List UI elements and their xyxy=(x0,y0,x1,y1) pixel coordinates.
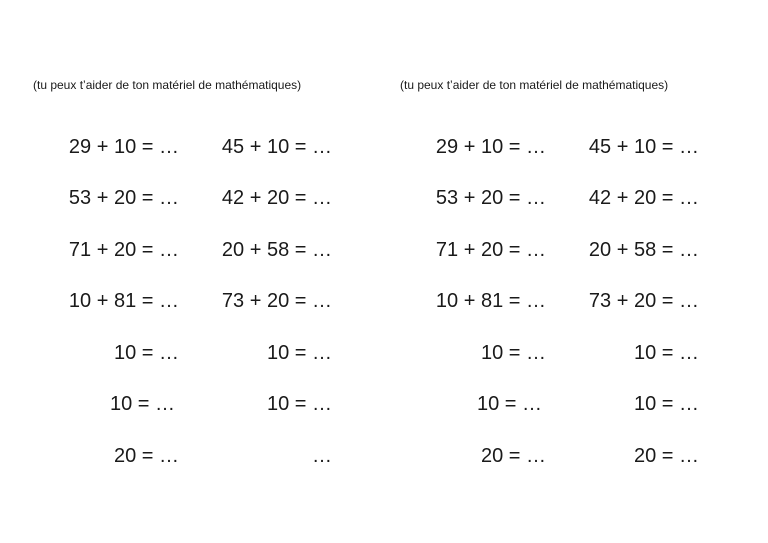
exercise-right-a-4: 10 + 81 = … xyxy=(435,290,546,312)
exercise-left-a-3: 71 + 20 = … xyxy=(68,239,179,261)
exercise-right-a-5: 10 = … xyxy=(480,342,546,364)
exercise-right-a-3: 71 + 20 = … xyxy=(435,239,546,261)
exercise-right-a-1: 29 + 10 = … xyxy=(435,136,546,158)
exercise-left-a-2: 53 + 20 = … xyxy=(68,187,179,209)
exercise-right-a-2: 53 + 20 = … xyxy=(435,187,546,209)
exercise-right-b-2: 42 + 20 = … xyxy=(588,187,699,209)
exercise-right-a-7: 20 = … xyxy=(480,445,546,467)
exercise-left-b-4: 73 + 20 = … xyxy=(221,290,332,312)
exercise-left-b-1: 45 + 10 = … xyxy=(221,136,332,158)
exercise-right-b-5: 10 = … xyxy=(633,342,699,364)
exercise-left-a-4: 10 + 81 = … xyxy=(68,290,179,312)
exercise-left-b-5: 10 = … xyxy=(266,342,332,364)
exercise-left-a-1: 29 + 10 = … xyxy=(68,136,179,158)
exercise-left-a-5: 10 = … xyxy=(113,342,179,364)
exercise-right-b-3: 20 + 58 = … xyxy=(588,239,699,261)
exercise-right-b-7: 20 = … xyxy=(633,445,699,467)
exercise-left-b-6: 10 = … xyxy=(266,393,332,415)
exercise-left-a-7: 20 = … xyxy=(113,445,179,467)
instruction-text: (tu peux t’aider de ton matériel de mathématiques) xyxy=(33,78,302,92)
exercise-right-a-6: 10 = … xyxy=(476,393,542,415)
exercise-right-b-4: 73 + 20 = … xyxy=(588,290,699,312)
exercise-left-a-6: 10 = … xyxy=(109,393,175,415)
worksheet-right xyxy=(367,0,751,543)
exercise-left-b-7: … xyxy=(312,445,332,467)
instruction-text: (tu peux t’aider de ton matériel de mathématiques) xyxy=(400,78,669,92)
exercise-right-b-1: 45 + 10 = … xyxy=(588,136,699,158)
exercise-left-b-2: 42 + 20 = … xyxy=(221,187,332,209)
exercise-left-b-3: 20 + 58 = … xyxy=(221,239,332,261)
exercise-right-b-6: 10 = … xyxy=(633,393,699,415)
